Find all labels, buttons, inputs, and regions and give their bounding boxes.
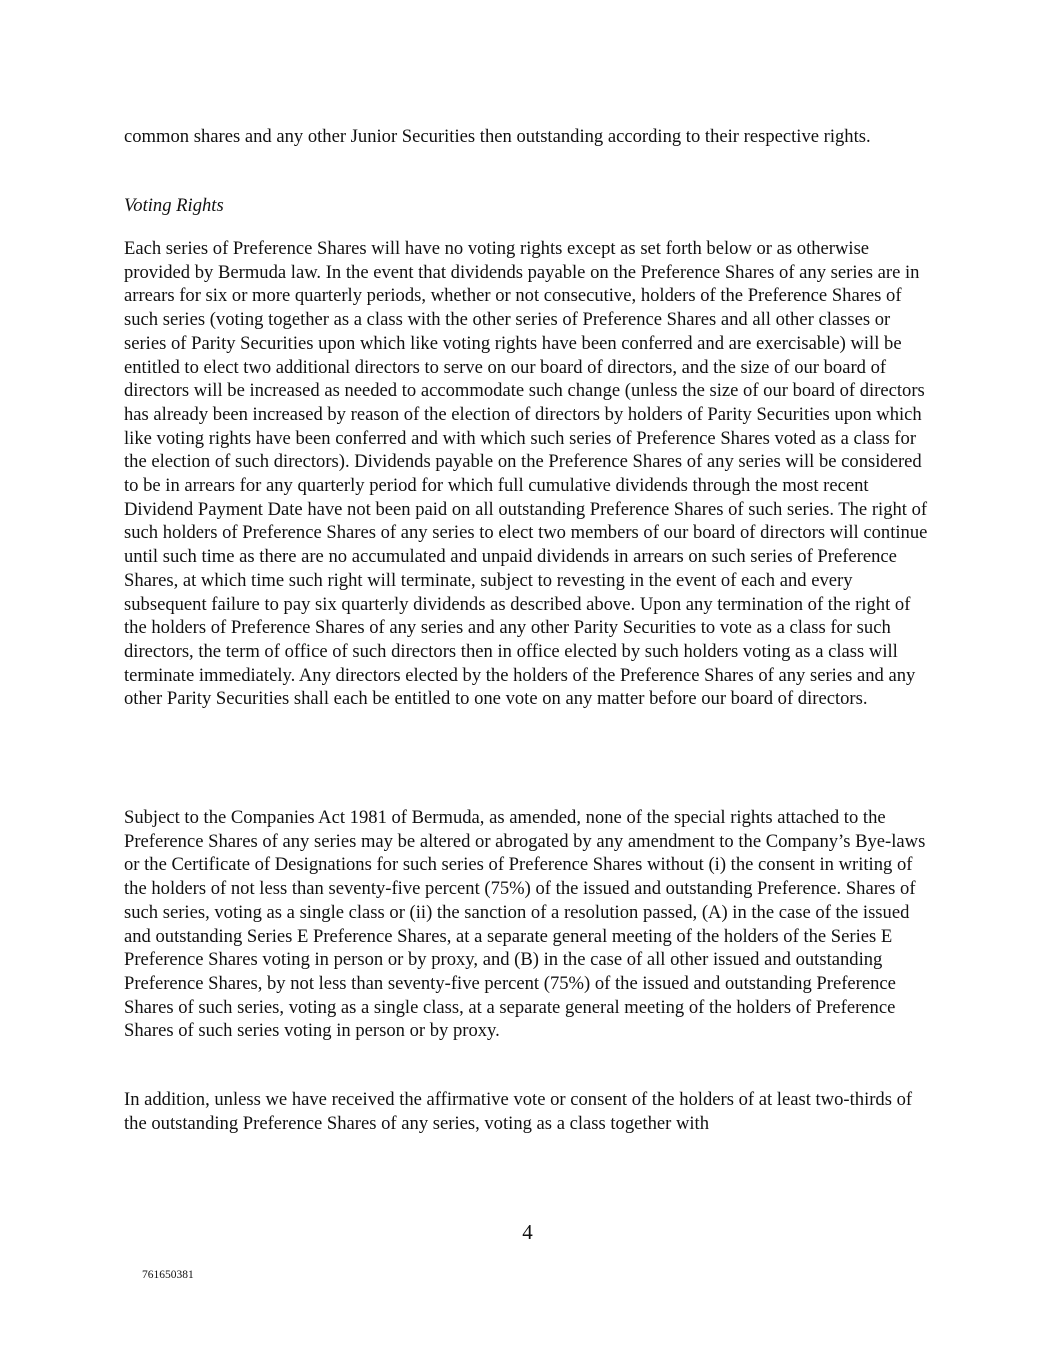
voting-rights-heading: Voting Rights <box>124 195 224 216</box>
voting-rights-paragraph: Each series of Preference Shares will have no voting rights except as set forth below or as otherwise provided by Bermuda law. In the event that dividends payable on the Preference Shares of any series are in arrears for six or more quarterly periods, whether or not consecutive, holders of the Preference Shares of such series (voting together as a class with the other series of Preference Shares and all other classes or series of Parity Securities upon which like voting rights have been conferred and are exercisable) will be entitled to elect two additional directors to serve on our board of directors, and the size of our board of directors will be increased as needed to accommodate such change (unless the size of our board of directors has already been increased by reason of the election of directors by holders of Parity Securities upon which like voting rights have been conferred and with which such series of Preference Shares voted as a class for the election of such directors). Dividends payable on the Preference Shares of any series will be considered to be in arrears for any quarterly period for which full cumulative dividends through the most recent Dividend Payment Date have not been paid on all outstanding Preference Shares of such series. The right of such holders of Preference Shares of any series to elect two members of our board of directors will continue until such time as there are no accumulated and unpaid dividends in arrears on such series of Preference Shares, at which time such right will terminate, subject to revesting in the event of each and every subsequent failure to pay six quarterly dividends as described above. Upon any termination of the right of the holders of Preference Shares of any series and any other Parity Securities to vote as a class for such directors, the term of office of such directors then in office elected by such holders voting as a class will terminate immediately. Any directors elected by the holders of the Preference Shares of any series and any other Parity Securities shall each be entitled to one vote on any matter before our board of directors. <box>124 238 928 710</box>
document-id: 761650381 <box>142 1269 194 1281</box>
companies-act-paragraph: Subject to the Companies Act 1981 of Bermuda, as amended, none of the special rights attached to the Preference Shares of any series may be altered or abrogated by any amendment to the Company’s Bye-laws or the Certificate of Designations for such series of Preference Shares without (i) the consent in writing of the holders of not less than seventy-five percent (75%) of the issued and outstanding Preference. Shares of such series, voting as a single class or (ii) the sanction of a resolution passed, (A) in the case of the issued and outstanding Series E Preference Shares, at a separate general meeting of the holders of the Series E Preference Shares voting in person or by proxy, and (B) in the case of all other issued and outstanding Preference Shares, by not less than seventy-five percent (75%) of the issued and outstanding Preference Shares of such series, voting as a single class, at a separate general meeting of the holders of Preference Shares of such series voting in person or by proxy. <box>124 807 926 1042</box>
page-number: 4 <box>522 1220 533 1244</box>
intro-paragraph: common shares and any other Junior Securities then outstanding according to their respective rights. <box>124 126 871 147</box>
addition-paragraph: In addition, unless we have received the affirmative vote or consent of the holders of at least two-thirds of the outstanding Preference Shares of any series, voting as a class together with <box>124 1089 913 1134</box>
